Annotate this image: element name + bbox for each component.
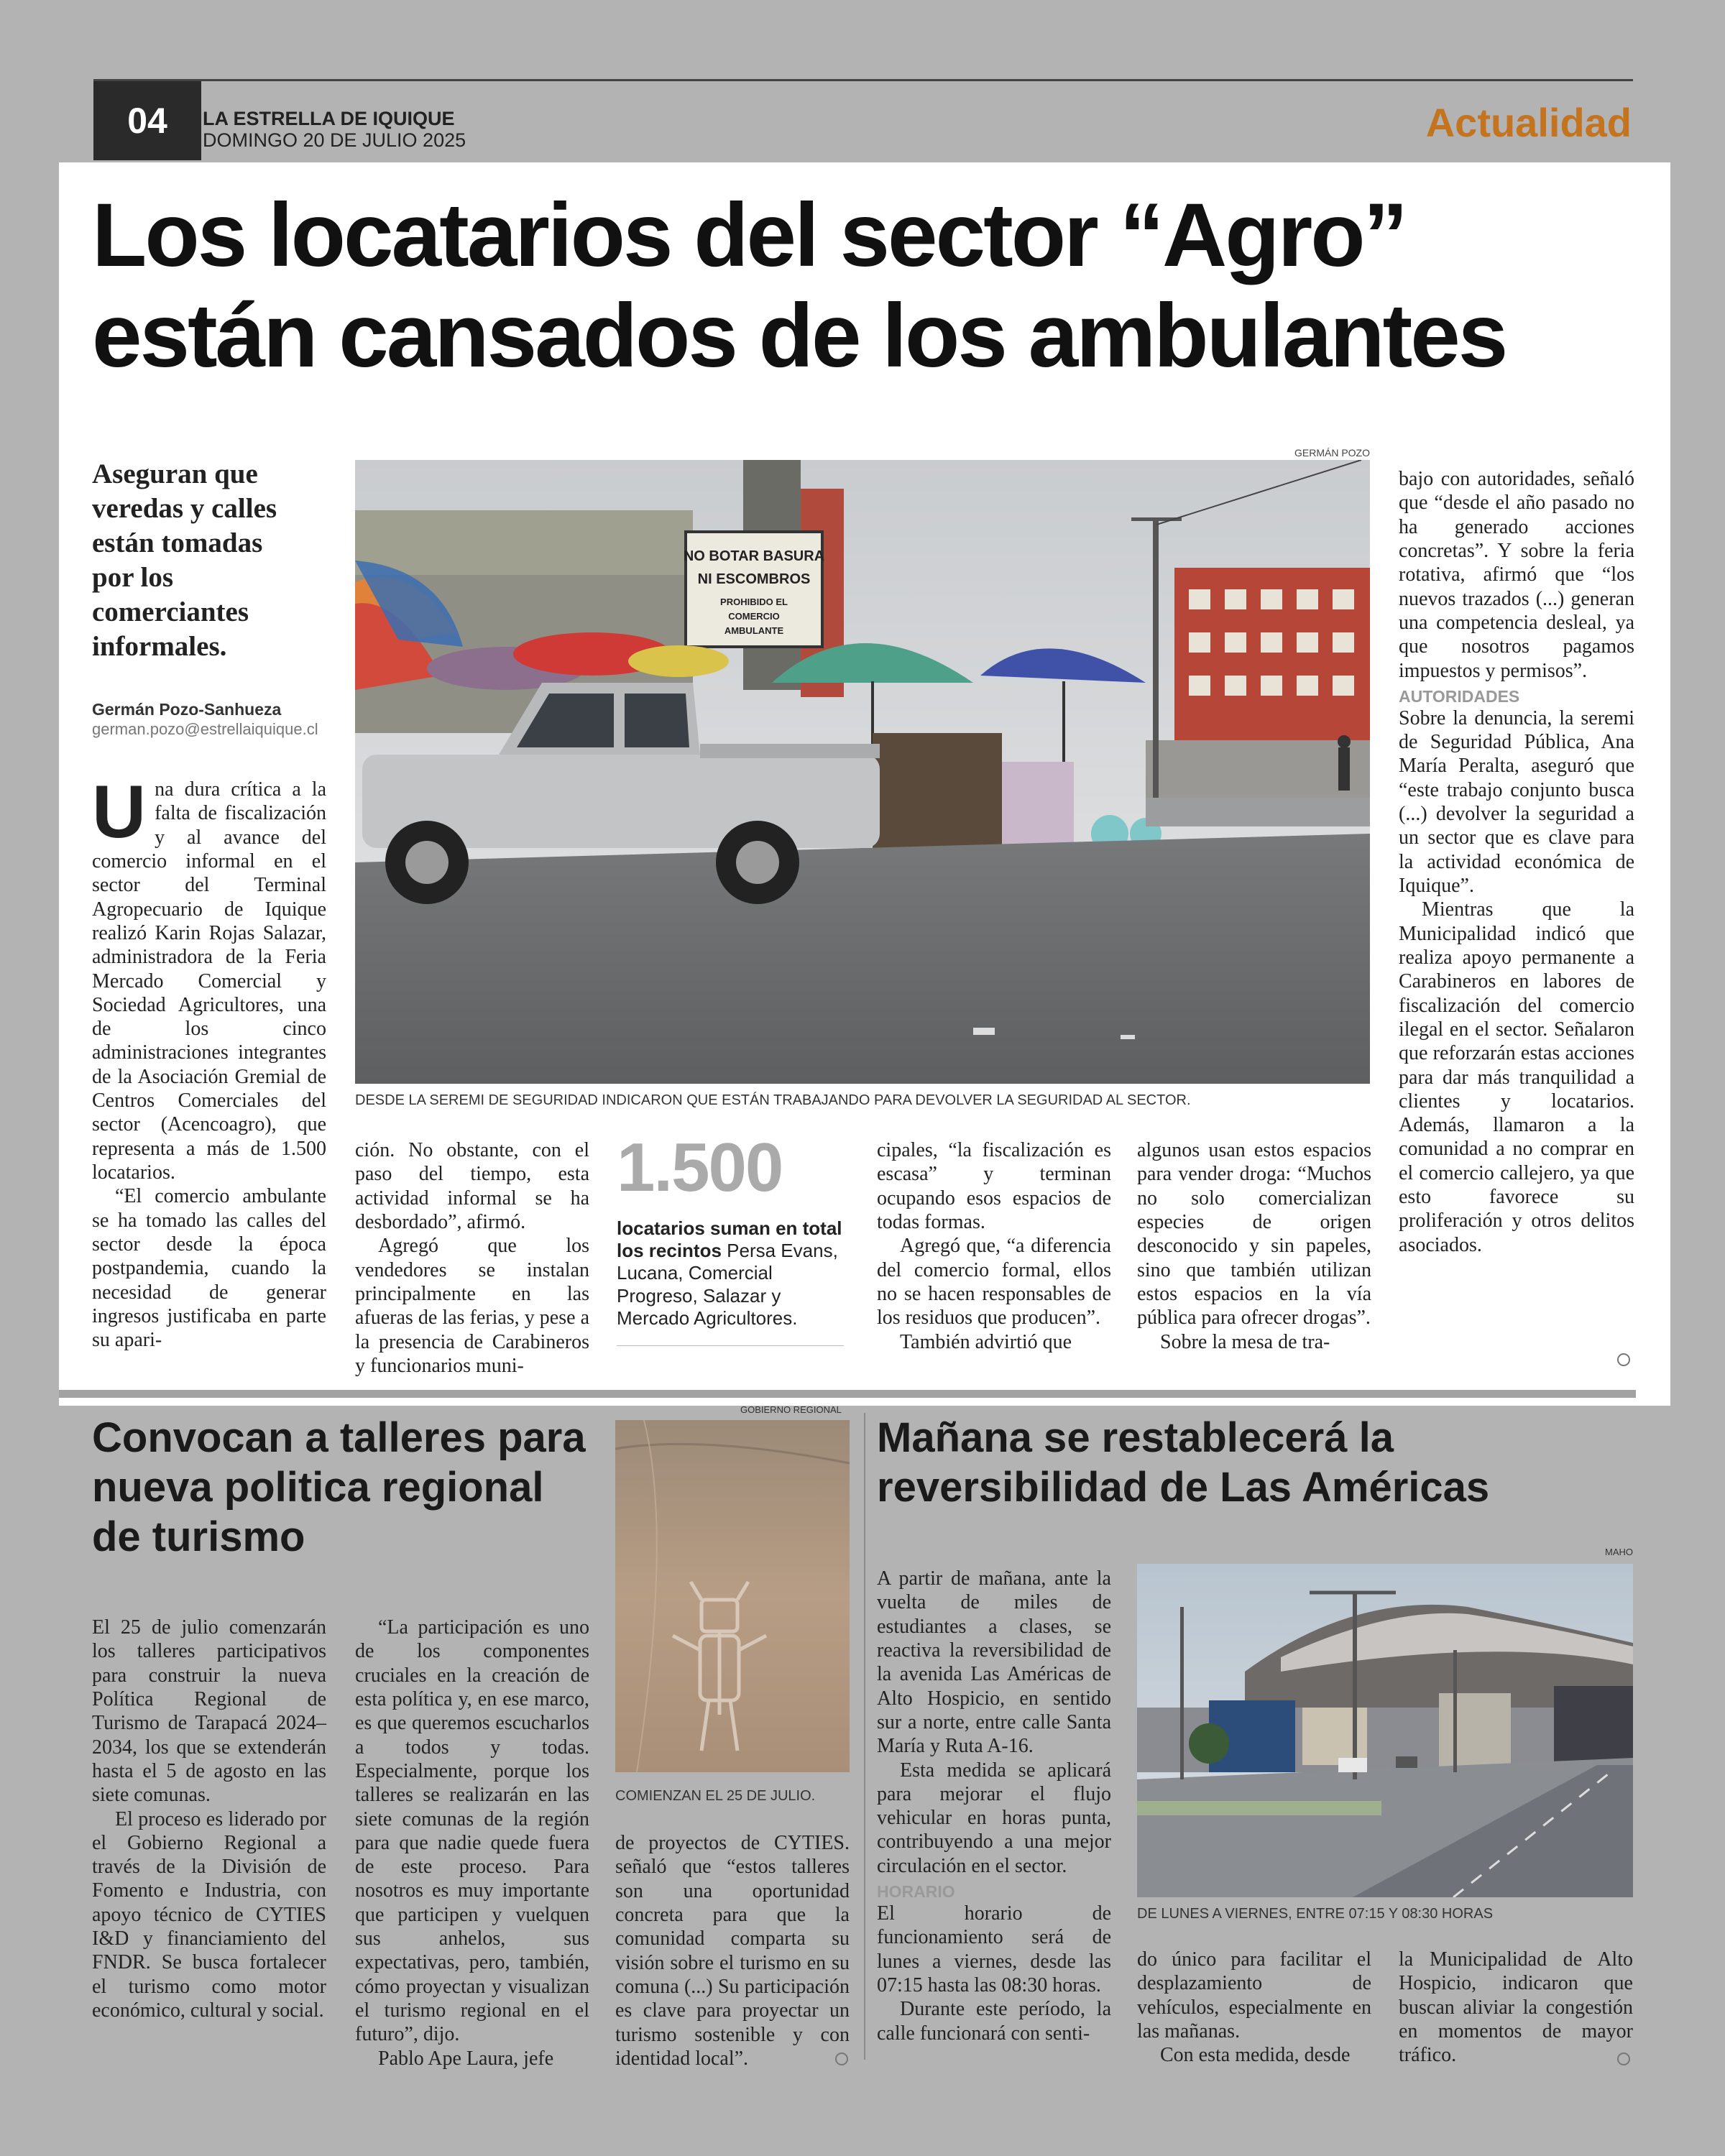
paragraph: Mientras que la Municipalidad indicó que realiza apoyo permanente a Carabineros en labores de fiscalización del comercio ilegal en el sector. Señalaron que reforzarán estas acciones para dar más tranquilidad a clientes y locatarios. Además, llamaron a la comunidad a no comprar en el comercio callejero, ya que esto favorece su proliferación y otros delitos asociados. [1399,898,1634,1256]
section-divider [59,1390,1636,1398]
photo-caption: COMIENZAN EL 25 DE JULIO. [615,1788,816,1804]
street-photo-illustration [355,460,1370,1084]
main-headline [92,185,1637,387]
geoglyph-illustration [615,1420,850,1772]
fact-caption-text: Persa Evans, Lucana, Comercial Progreso, Salazar y Mercado Agricultores. [617,1240,838,1329]
avenue-photo [1137,1564,1633,1897]
tourism-headline: Convocan a talleres para nueva politica regional de turismo [92,1414,586,1561]
end-of-article-icon [1617,2053,1630,2065]
tourism-column-1 [92,1616,326,2022]
header-rule [93,79,1633,81]
svg-text:PROHIBIDO EL: PROHIBIDO EL [720,596,788,607]
paragraph: bajo con autoridades, señaló que “desde el año pasado no ha generado acciones concretas”. Y sobre la feria rotativa, afirmó que “los nuevos trazados (...) generan una competencia desleal, ya que nosotros pagamos impuestos y permisos”. [1399,468,1634,682]
paragraph: El 25 de julio comenzarán los talleres participativos para construir la nueva Política Regional de Turismo de Tarapacá 2024–2034, los que se extenderán hasta el 5 de agosto en las siete comunas. [92,1616,326,1807]
paragraph: También advirtió que [900,1330,1072,1353]
paragraph: “La participación es uno de los componentes cruciales en la creación de esta política y, en ese marco, es que queremos escucharlos a todos y todas. Especialmente, porque los talleres se realizarán en las siete comunas de la región para que nadie quede fuera de este proceso. Para nosotros es muy importante que participen y vuelquen sus anhelos, sus expectativas, pero, también, cómo proyectan y visualizan el turismo regional en el futuro”, dijo. [355,1616,589,2046]
newspaper-name: LA ESTRELLA DE IQUIQUE [203,108,455,129]
photo-credit: GOBIERNO REGIONAL [740,1404,842,1415]
main-column-6 [1399,467,1634,1257]
author-name: Germán Pozo-Sanhueza [92,700,282,719]
paragraph: A partir de mañana, ante la vuelta de miles de estudiantes a clases, se reactiva la reversibilidad de la avenida Las Américas de Alto Hospicio, en sentido sur a norte, entre calle Santa María y Ruta A-16. [877,1567,1111,1758]
paragraph: Sobre la mesa de tra- [1160,1330,1330,1353]
author-email: german.pozo@estrellaiquique.cl [92,720,318,738]
end-of-article-icon [1617,1353,1630,1366]
photo-caption: DESDE LA SEREMI DE SEGURIDAD INDICARON QUE ESTÁN TRABAJANDO PARA DEVOLVER LA SEGURIDAD AL SECTOR. [355,1092,1191,1108]
paragraph: Sobre la denuncia, la seremi de Seguridad Pública, Ana María Peralta, aseguró que “este trabajo conjunto busca (...) devolver la seguridad a un sector que es clave para la actividad económica de Iquique”. [1399,706,1634,897]
paragraph: Esta medida se aplicará para mejorar el flujo vehicular en horas punta, contribuyendo a una mejor circulación en el sector. [877,1759,1111,1877]
paragraph: ción. No obstante, con el paso del tiempo, esta actividad informal se ha desbordado”, afirmó. [355,1139,589,1233]
fact-caption [617,1217,844,1330]
subheading-autoridades: AUTORIDADES [1399,686,1520,706]
paragraph: Pablo Ape Laura, jefe [378,2047,554,2070]
publication-date: DOMINGO 20 DE JULIO 2025 [203,129,466,151]
paragraph: Con esta medida, desde [1160,2044,1351,2067]
paragraph: la Municipalidad de Alto Hospicio, indicaron que buscan aliviar la congestión en momentos de mayor tráfico. [1399,1948,1633,2067]
traffic-headline: Mañana se restablecerá la reversibilidad de Las Américas [877,1414,1490,1511]
paragraph: Agregó que, “a diferencia del comercio formal, ellos no se hacen responsables de los residuos que producen”. [877,1235,1111,1330]
main-column-5 [1137,1138,1371,1354]
fact-number: 1.500 [617,1129,783,1206]
fact-rule [617,1345,844,1346]
photo-credit: GERMÁN POZO [1294,447,1370,459]
svg-text:COMERCIO: COMERCIO [728,611,780,622]
avenue-illustration [1137,1564,1633,1897]
end-of-article-icon [835,2053,848,2065]
paragraph: de proyectos de CYTIES. señaló que “estos talleres son una oportunidad concreta para que la comunidad comparta su visión sobre el turismo en su comuna (...) Su participación es clave para proyectar un turismo sostenible y con identidad local”. [615,1832,850,2070]
article-deck: Aseguran que veredas y calles están tomadas por los comerciantes informales. [92,459,277,662]
fact-box [617,1128,844,1346]
paragraph: do único para facilitar el desplazamiento de vehículos, especialmente en las mañanas. [1137,1948,1371,2042]
page-number: 04 [93,81,201,160]
svg-text:NI ESCOMBROS: NI ESCOMBROS [697,571,811,587]
svg-text:NO BOTAR BASURA: NO BOTAR BASURA [683,548,825,564]
fact-caption-bold: locatarios suman en total los recintos [617,1217,842,1262]
paragraph: El proceso es liderado por el Gobierno Regional a través de la División de Fomento e Industria, con apoyo técnico de CYTIES I&D y financiamiento del FNDR. Se busca fortalecer el turismo como motor económico, cultural y social. [92,1807,326,2022]
main-column-4 [877,1138,1111,1354]
headline-line-2: están cansados de los ambulantes [92,286,1506,386]
paragraph: cipales, “la fiscalización es escasa” y terminan ocupando esos espacios de todas formas. [877,1139,1111,1233]
subheading-horario: HORARIO [877,1882,955,1902]
traffic-column-1 [877,1567,1111,2045]
tourism-column-3 [615,1831,850,2070]
tourism-column-2 [355,1616,589,2070]
section-label: Actualidad [1425,100,1632,145]
column-separator [864,1413,865,2060]
traffic-column-3 [1399,1948,1633,2068]
paragraph: El horario de funcionamiento será de lunes a viernes, desde las 07:15 hasta las 08:30 horas. [877,1902,1111,1996]
main-column-1 [92,770,326,1353]
main-column-2 [355,1138,589,1378]
photo-caption: DE LUNES A VIERNES, ENTRE 07:15 Y 08:30 HORAS [1137,1906,1494,1922]
geoglyph-photo [615,1420,850,1772]
paragraph: na dura crítica a la falta de fiscalización y al avance del comercio informal en el sector del Terminal Agropecuario de Iquique realizó Karin Rojas Salazar, administradora de la Feria Mercado Comercial y Sociedad Agricultores, una de los cinco administraciones integrantes de la Asociación Gremial de Centros Comerciales del sector (Acencoagro), que representa a más de 1.500 locatarios. [92,778,326,1184]
headline-line-1: Los locatarios del sector “Agro” [92,185,1407,285]
svg-text:AMBULANTE: AMBULANTE [724,625,784,636]
photo-credit: MAHO [1605,1547,1633,1557]
paragraph: algunos usan estos espacios para vender droga: “Muchos no solo comercializan especies de origen desconocido y sin papeles, sino que también utilizan estos espacios en la vía pública para ofrecer drogas”. [1137,1139,1371,1330]
street-vendors-photo [355,460,1370,1084]
drop-cap: U [92,770,147,854]
paragraph: Agregó que los vendedores se instalan principalmente en las afueras de las ferias, y pese a la presencia de Carabineros y funcionarios muni- [355,1235,589,1377]
paragraph: Durante este período, la calle funcionará con senti- [877,1998,1111,2045]
paragraph: “El comercio ambulante se ha tomado las calles del sector desde la época postpandemia, cuando la necesidad de generar ingresos justificaba en parte su apari- [92,1185,326,1352]
traffic-column-2 [1137,1948,1371,2068]
